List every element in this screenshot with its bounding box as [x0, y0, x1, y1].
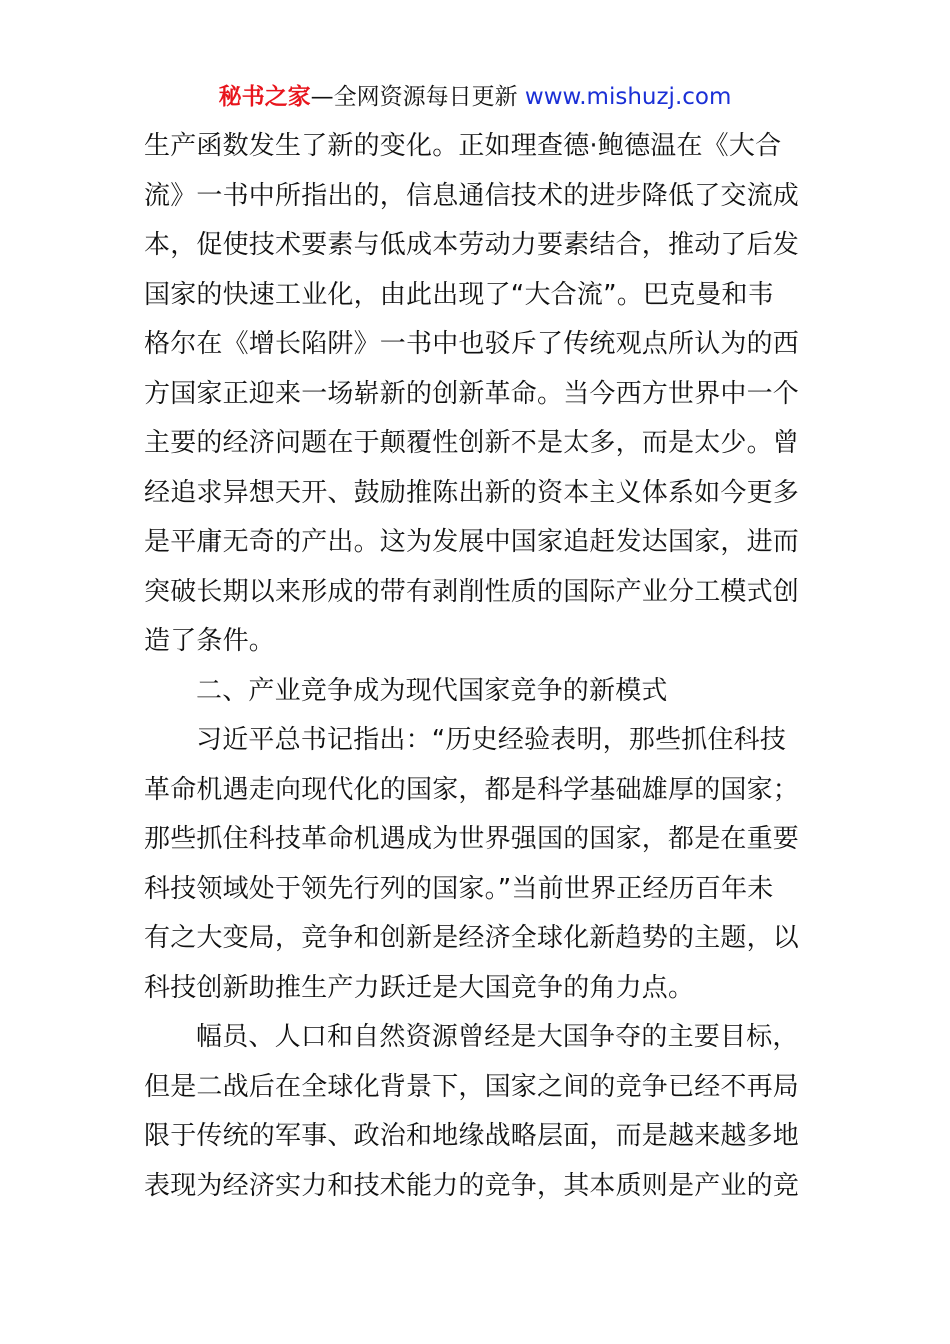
brand-name: 秘书之家 — [218, 84, 311, 110]
text-line: 有之大变局，竞争和创新是经济全球化新趋势的主题，以 — [144, 923, 800, 953]
text-line: 经追求异想天开、鼓励推陈出新的资本主义体系如今更多 — [144, 477, 800, 508]
text-line: 本，促使技术要素与低成本劳动力要素结合，推动了后发 — [144, 230, 800, 260]
text-line: 那些抓住科技革命机遇成为世界强国的国家，都是在重要 — [144, 824, 800, 854]
text-line: 生产函数发生了新的变化。正如理查德·鲍德温在《大合 — [144, 131, 782, 161]
text-line: 习近平总书记指出：“历史经验表明，那些抓住科技 — [196, 725, 787, 755]
text-line: 是平庸无奇的产出。这为发展中国家追赶发达国家，进而 — [144, 527, 800, 557]
text-line: 方国家正迎来一场崭新的创新革命。当今西方世界中一个 — [144, 378, 800, 409]
text-line: 国家的快速工业化，由此出现了“大合流”。巴克曼和韦 — [144, 279, 774, 310]
text-line: 造了条件。 — [144, 626, 276, 656]
text-line: 突破长期以来形成的带有剥削性质的国际产业分工模式创 — [144, 576, 800, 607]
text-line: 格尔在《增长陷阱》一书中也驳斥了传统观点所认为的西 — [144, 329, 800, 359]
section-heading — [144, 667, 814, 717]
text-line: 流》一书中所指出的，信息通信技术的进步降低了交流成 — [144, 180, 800, 211]
text-line: 革命机遇走向现代化的国家，都是科学基础雄厚的国家； — [144, 774, 800, 805]
text-line: 幅员、人口和自然资源曾经是大国争夺的主要目标， — [196, 1022, 799, 1052]
text-line: 科技领域处于领先行列的国家。”当前世界正经历百年未 — [144, 873, 774, 904]
paragraph — [144, 122, 814, 667]
header-tagline: —全网资源每日更新 — [310, 84, 518, 110]
site-url-link[interactable]: www.mishuzj.com — [524, 84, 732, 110]
text-line: 表现为经济实力和技术能力的竞争，其本质则是产业的竞 — [144, 1170, 800, 1201]
document-body — [144, 122, 814, 1211]
paragraph — [144, 1013, 814, 1211]
text-line: 主要的经济问题在于颠覆性创新不是太多，而是太少。曾 — [144, 428, 800, 458]
paragraph — [144, 716, 814, 1013]
text-line: 科技创新助推生产力跃迁是大国竞争的角力点。 — [144, 972, 695, 1003]
site-header — [0, 82, 950, 112]
text-line: 限于传统的军事、政治和地缘战略层面，而是越来越多地 — [144, 1121, 800, 1151]
text-line: 二、产业竞争成为现代国家竞争的新模式 — [196, 675, 668, 706]
text-line: 但是二战后在全球化背景下，国家之间的竞争已经不再局 — [144, 1071, 800, 1102]
